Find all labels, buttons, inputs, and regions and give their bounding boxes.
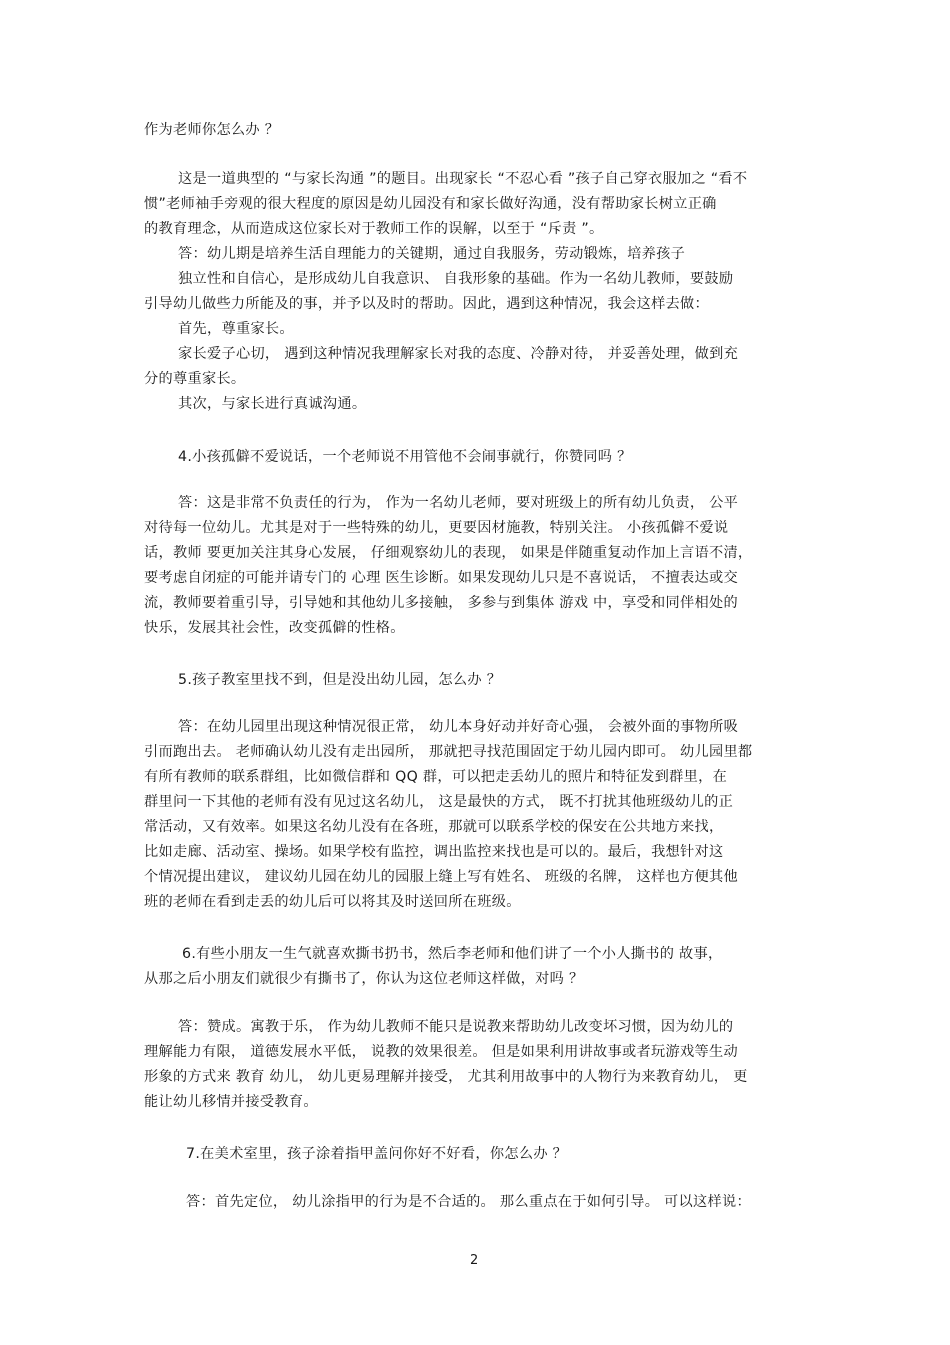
text-line: 分的尊重家长。 <box>144 371 246 387</box>
text-line: 这是一道典型的 “与家长沟通 ”的题目。出现家长 “不忍心看 ”孩子自己穿衣服加之 “看不 <box>178 171 748 187</box>
text-line: 其次，与家长进行真诚沟通。 <box>178 396 367 412</box>
text-line: 答：首先定位， 幼儿涂指甲的行为是不合适的。 那么重点在于如何引导。 可以这样说： <box>186 1194 751 1210</box>
text-line: 惯”老师袖手旁观的很大程度的原因是幼儿园没有和家长做好沟通，没有帮助家长树立正确 <box>144 196 717 212</box>
text-line: 比如走廊、活动室、操场。如果学校有监控，调出监控来找也是可以的。最后，我想针对这 <box>144 844 724 860</box>
text-line: 能让幼儿移情并接受教育。 <box>144 1094 318 1110</box>
text-line: 作为老师你怎么办 ？ <box>144 122 280 138</box>
text-line: 答：在幼儿园里出现这种情况很正常， 幼儿本身好动并好奇心强， 会被外面的事物所吸 <box>178 719 739 735</box>
text-line: 引而跑出去。 老师确认幼儿没有走出园所， 那就把寻找范围固定于幼儿园内即可。 幼儿园里都 <box>144 744 753 760</box>
text-line: 首先，尊重家长。 <box>178 321 294 337</box>
text-line: 答：这是非常不负责任的行为， 作为一名幼儿老师，要对班级上的所有幼儿负责， 公平 <box>178 495 739 511</box>
text-line: 形象的方式来 教育 幼儿， 幼儿更易理解并接受， 尤其利用故事中的人物行为来教育幼儿， 更 <box>144 1069 748 1085</box>
text-line: 有所有教师的联系群组，比如微信群和 QQ 群，可以把走丢幼儿的照片和特征发到群里，在 <box>144 769 728 785</box>
text-line: 快乐，发展其社会性，改变孤僻的性格。 <box>144 620 405 636</box>
text-line: 的教育理念，从而造成这位家长对于教师工作的误解，以至于 “斥责 ”。 <box>144 221 604 237</box>
text-line: 个情况提出建议， 建议幼儿园在幼儿的园服上缝上写有姓名、 班级的名牌， 这样也方便其他 <box>144 869 738 885</box>
text-line: 流，教师要着重引导，引导她和其他幼儿多接触， 多参与到集体 游戏 中，享受和同伴相处的 <box>144 595 738 611</box>
text-line: 群里问一下其他的老师有没有见过这名幼儿， 这是最快的方式， 既不打扰其他班级幼儿的正 <box>144 794 734 810</box>
question-heading: 4.小孩孤僻不爱说话，一个老师说不用管他不会闹事就行，你赞同吗 ？ <box>178 449 632 465</box>
text-line: 独立性和自信心，是形成幼儿自我意识、 自我形象的基础。作为一名幼儿教师，要鼓励 <box>178 271 734 287</box>
text-line: 常活动，又有效率。如果这名幼儿没有在各班，那就可以联系学校的保安在公共地方来找， <box>144 819 724 835</box>
page-number: 2 <box>470 1253 479 1268</box>
question-heading: 7.在美术室里，孩子涂着指甲盖问你好不好看，你怎么办 ？ <box>186 1146 568 1162</box>
text-line: 要考虑自闭症的可能并请专门的 心理 医生诊断。如果发现幼儿只是不喜说话， 不擅表达或交 <box>144 570 738 586</box>
text-line: 班的老师在看到走丢的幼儿后可以将其及时送回所在班级。 <box>144 894 521 910</box>
text-line: 理解能力有限， 道德发展水平低， 说教的效果很差。 但是如果利用讲故事或者玩游戏等生动 <box>144 1044 738 1060</box>
text-line: 话，教师 要更加关注其身心发展， 仔细观察幼儿的表现， 如果是伴随重复动作加上言语不清， <box>144 545 753 561</box>
text-line: 家长爱子心切， 遇到这种情况我理解家长对我的态度、冷静对待， 并妥善处理，做到充 <box>178 346 739 362</box>
question-heading: 6.有些小朋友一生气就喜欢撕书扔书，然后李老师和他们讲了一个小人撕书的 故事， <box>182 946 723 962</box>
question-heading: 5.孩子教室里找不到，但是没出幼儿园，怎么办 ？ <box>178 672 502 688</box>
text-line: 答：赞成。寓教于乐， 作为幼儿教师不能只是说教来帮助幼儿改变坏习惯，因为幼儿的 <box>178 1019 734 1035</box>
question-heading: 从那之后小朋友们就很少有撕书了，你认为这位老师这样做，对吗 ？ <box>144 971 584 987</box>
text-line: 答：幼儿期是培养生活自理能力的关键期，通过自我服务，劳动锻炼，培养孩子 <box>178 246 686 262</box>
text-line: 引导幼儿做些力所能及的事，并予以及时的帮助。因此，遇到这种情况，我会这样去做： <box>144 296 710 312</box>
text-line: 对待每一位幼儿。尤其是对于一些特殊的幼儿，更要因材施教，特别关注。 小孩孤僻不爱说 <box>144 520 729 536</box>
